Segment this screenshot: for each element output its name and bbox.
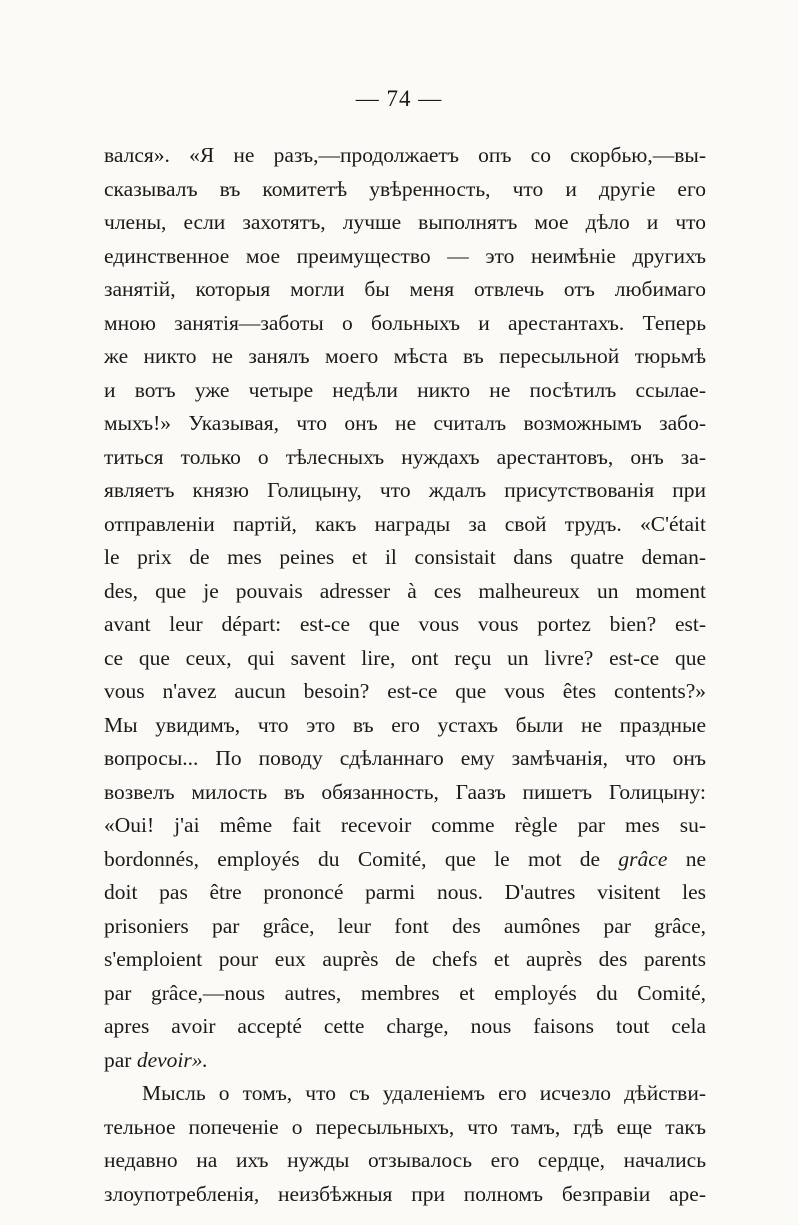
body-text bbox=[104, 139, 706, 1211]
text-line: мною занятія—заботы о больныхъ и арестантахъ. Теперь bbox=[104, 310, 706, 335]
text-line: le prix de mes peines et il consistait dans quatre deman- bbox=[104, 545, 706, 569]
text-line: занятій, которыя могли бы меня отвлечь отъ любимаго bbox=[104, 277, 706, 301]
text-line: мыхъ!» Указывая, что онъ не считалъ возможнымъ забо- bbox=[104, 411, 706, 435]
text-line: злоупотребленія, неизбѣжныя при полномъ безправіи аре- bbox=[104, 1181, 706, 1206]
text-line: ce que ceux, qui savent lire, ont reçu un livre? est-ce que bbox=[104, 645, 706, 670]
text-line: avant leur départ: est-ce que vous vous portez bien? est- bbox=[104, 612, 706, 636]
text-line: сказывалъ въ комитетѣ увѣренность, что и другіе его bbox=[104, 176, 706, 201]
paragraph-end-line bbox=[104, 1044, 706, 1078]
text-line: «Oui! j'ai même fait recevoir comme règle par mes su- bbox=[104, 813, 706, 837]
text-line: вопросы... По поводу сдѣланнаго ему замѣчанія, что онъ bbox=[104, 746, 706, 770]
text-line: des, que je pouvais adresser à ces malheureux un moment bbox=[104, 578, 706, 603]
text-line: единственное мое преимущество — это неимѣніе другихъ bbox=[104, 243, 706, 268]
text-line-with-italic bbox=[104, 843, 706, 877]
text-line: Мысль о томъ, что съ удаленіемъ его исчезло дѣйстви- bbox=[142, 1081, 706, 1105]
text-line: вался». «Я не разъ,—продолжаетъ опъ со скорбью,—вы- bbox=[104, 143, 706, 167]
text-line: отправленіи партій, какъ награды за свой трудъ. «C'était bbox=[104, 511, 706, 536]
text-line: титься только о тѣлесныхъ нуждахъ арестантовъ, онъ за- bbox=[104, 444, 706, 469]
text-line: par grâce,—nous autres, membres et employés du Comité, bbox=[104, 980, 706, 1005]
text-line: s'emploient pour eux auprès de chefs et auprès des parents bbox=[104, 947, 706, 971]
text-line: же никто не занялъ моего мѣста въ пересыльной тюрьмѣ bbox=[104, 344, 706, 368]
italic-word: grâce bbox=[618, 846, 668, 871]
page-number: — 74 — bbox=[355, 86, 443, 111]
text-line: apres avoir accepté cette charge, nous faisons tout cela bbox=[104, 1014, 706, 1038]
text-segment: ne bbox=[685, 846, 706, 871]
text-line: являетъ князю Голицыну, что ждалъ присутствованія при bbox=[104, 478, 706, 502]
text-line: doit pas être prononcé parmi nous. D'autres visitent les bbox=[104, 880, 706, 904]
text-line: Мы увидимъ, что это въ его устахъ были не праздные bbox=[104, 712, 706, 737]
text-line: prisoniers par grâce, leur font des aumônes par grâce, bbox=[104, 913, 706, 938]
text-line: и вотъ уже четыре недѣли никто не посѣтилъ ссылае- bbox=[104, 377, 706, 402]
text-line: vous n'avez aucun besoin? est-ce que vous êtes contents?» bbox=[104, 679, 706, 703]
text-line: тельное попеченіе о пересыльныхъ, что тамъ, гдѣ еще такъ bbox=[104, 1114, 706, 1139]
text-segment: par bbox=[104, 1047, 132, 1072]
text-line: возвелъ милость въ обязанность, Гаазъ пишетъ Голицыну: bbox=[104, 779, 706, 804]
text-line: члены, если захотятъ, лучше выполнятъ мое дѣло и что bbox=[104, 210, 706, 234]
text-segment: bordonnés, employés du Comité, que le mot de bbox=[104, 846, 601, 871]
text-line: недавно на ихъ нужды отзывалось его сердце, начались bbox=[104, 1148, 706, 1172]
italic-word: devoir». bbox=[136, 1047, 208, 1072]
